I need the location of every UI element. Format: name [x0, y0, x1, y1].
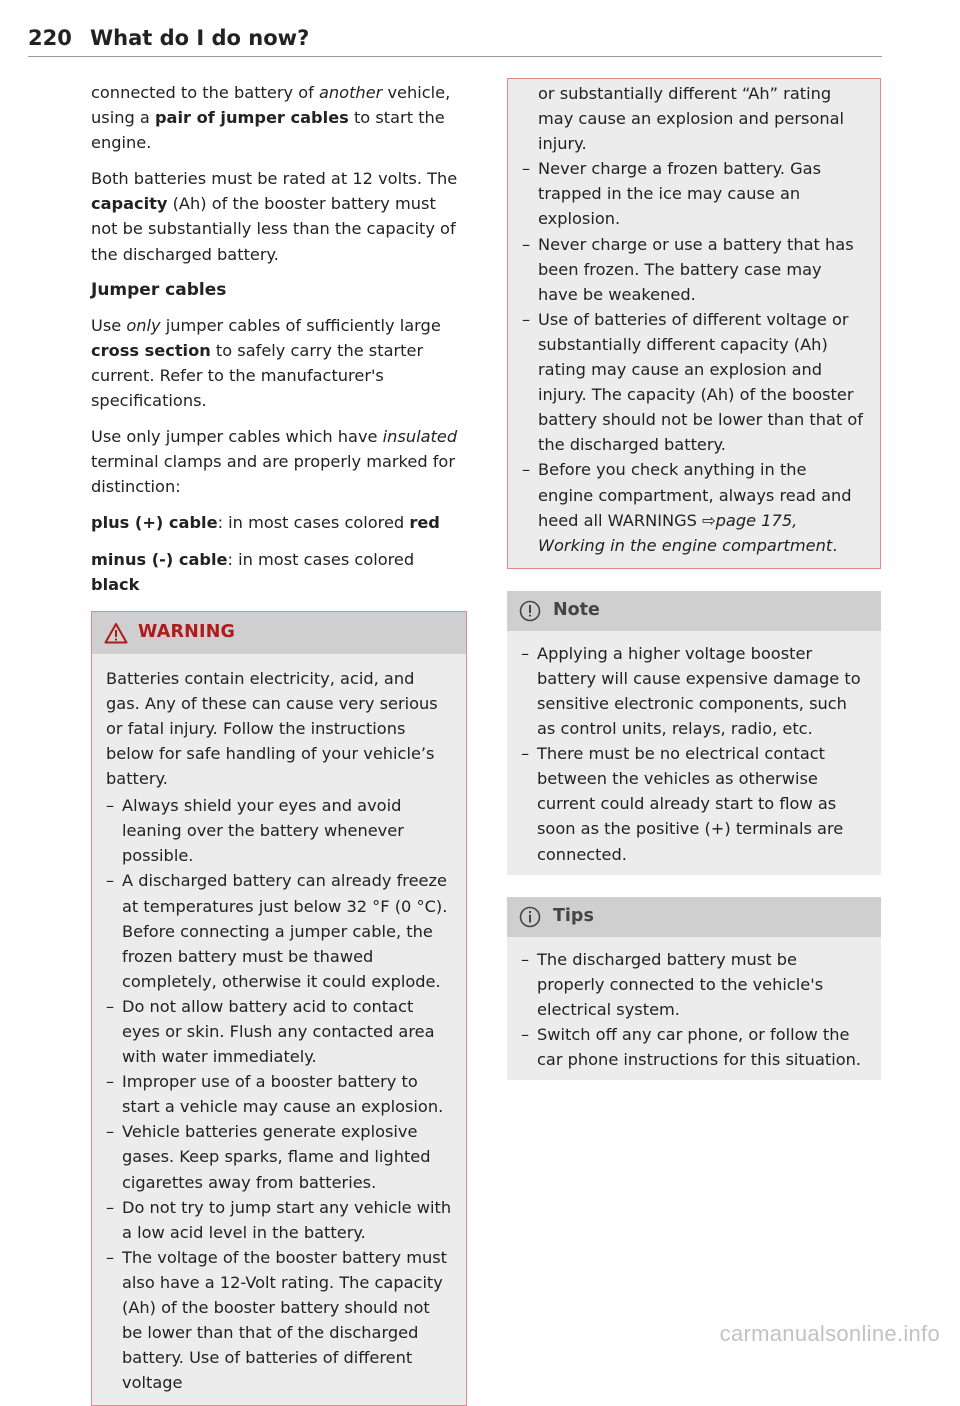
paragraph-intro: connected to the battery of another vehicle, using a pair of jumper cables to start the engine. [91, 83, 451, 153]
exclamation-circle-icon [519, 600, 541, 622]
arrow-right-icon: ⇨ [702, 510, 716, 530]
note-item: – There must be no electrical contact between the vehicles as otherwise current could already start to flow as soon as the positive (+) terminals are connected. [521, 741, 867, 866]
page-number: 220 [28, 26, 72, 50]
tips-item: – The discharged battery must be properly connected to the vehicle's electrical system. [521, 947, 867, 1022]
note-item: – Applying a higher voltage booster battery will cause expensive damage to sensitive electronic components, such as control units, relays, radio, etc. [521, 641, 867, 741]
tips-item: – Switch off any car phone, or follow the car phone instructions for this situation. [521, 1022, 867, 1072]
warning-list-right [522, 156, 866, 558]
warning-box-continued [507, 78, 881, 569]
paragraph-cross-section: Use only jumper cables of sufficiently large cross section to safely carry the starter current. Refer to the manufacturer's specifications. [91, 315, 441, 411]
page-reference-link[interactable]: page 175, Working in the engine compartment [538, 510, 833, 555]
warning-continued-text: or substantially different “Ah” rating may cause an explosion and personal injury. [538, 84, 845, 154]
paragraph-insulated: Use only jumper cables which have insulated terminal clamps and are properly marked for distinction: [91, 427, 458, 497]
note-body [507, 631, 881, 875]
warning-box [91, 611, 467, 1406]
warning-list-left [106, 793, 452, 1395]
section-title: What do I do now? [90, 26, 310, 50]
right-column [507, 80, 881, 1080]
warning-title: WARNING [138, 622, 236, 643]
tips-title: Tips [553, 906, 594, 927]
warning-item: – Use of batteries of different voltage or substantially different capacity (Ah) rating may cause an explosion and injury. The capacity (Ah) of the booster battery should not be lower than that of the discharged battery. [522, 307, 866, 458]
warning-item: – Never charge a frozen battery. Gas trapped in the ice may cause an explosion. [522, 156, 866, 231]
plus-cable-line: plus (+) cable: in most cases colored red [91, 513, 440, 533]
page-header [28, 20, 882, 57]
tips-box [507, 897, 881, 1080]
warning-item: – Improper use of a booster battery to start a vehicle may cause an explosion. [106, 1069, 452, 1119]
warning-item: – Vehicle batteries generate explosive gases. Keep sparks, flame and lighted cigarettes away from batteries. [106, 1119, 452, 1194]
warning-item: – Do not allow battery acid to contact eyes or skin. Flush any contacted area with water immediately. [106, 994, 452, 1069]
note-header [507, 591, 881, 631]
left-column [91, 80, 463, 1406]
paragraph-capacity: Both batteries must be rated at 12 volts. The capacity (Ah) of the booster battery must not be substantially less than the capacity of the discharged battery. [91, 169, 458, 264]
info-circle-icon [519, 906, 541, 928]
warning-item: – Always shield your eyes and avoid leaning over the battery whenever possible. [106, 793, 452, 868]
warning-intro: Batteries contain electricity, acid, and gas. Any of these can cause very serious or fatal injury. Follow the instructions below for safe handling of your vehicle’s battery. [106, 668, 438, 789]
warning-item-reference: – Before you check anything in the engine compartment, always read and heed all WARNINGS ⇨page 175, Working in the engine compartment. [522, 457, 866, 557]
subheading-jumper-cables: Jumper cables [91, 279, 227, 300]
warning-item: – Never charge or use a battery that has been frozen. The battery case may have be weakened. [522, 232, 866, 307]
warning-header [92, 612, 466, 654]
tips-header [507, 897, 881, 937]
tips-body [507, 937, 881, 1080]
tips-list [521, 947, 867, 1072]
warning-triangle-icon [104, 622, 128, 644]
minus-cable-line: minus (-) cable: in most cases colored black [91, 549, 415, 594]
warning-body [92, 654, 466, 1406]
watermark: carmanualsonline.info [719, 1321, 940, 1346]
note-title: Note [553, 600, 600, 621]
warning-item: – The voltage of the booster battery must also have a 12-Volt rating. The capacity (Ah) of the booster battery should not be lower than that of the discharged battery. Use of batteries of different voltage [106, 1245, 452, 1396]
note-box [507, 591, 881, 875]
warning-item: – Do not try to jump start any vehicle with a low acid level in the battery. [106, 1195, 452, 1245]
warning-item: – A discharged battery can already freeze at temperatures just below 32 °F (0 °C). Before connecting a jumper cable, the frozen battery must be thawed completely, otherwise it could explode. [106, 868, 452, 993]
note-list [521, 641, 867, 867]
